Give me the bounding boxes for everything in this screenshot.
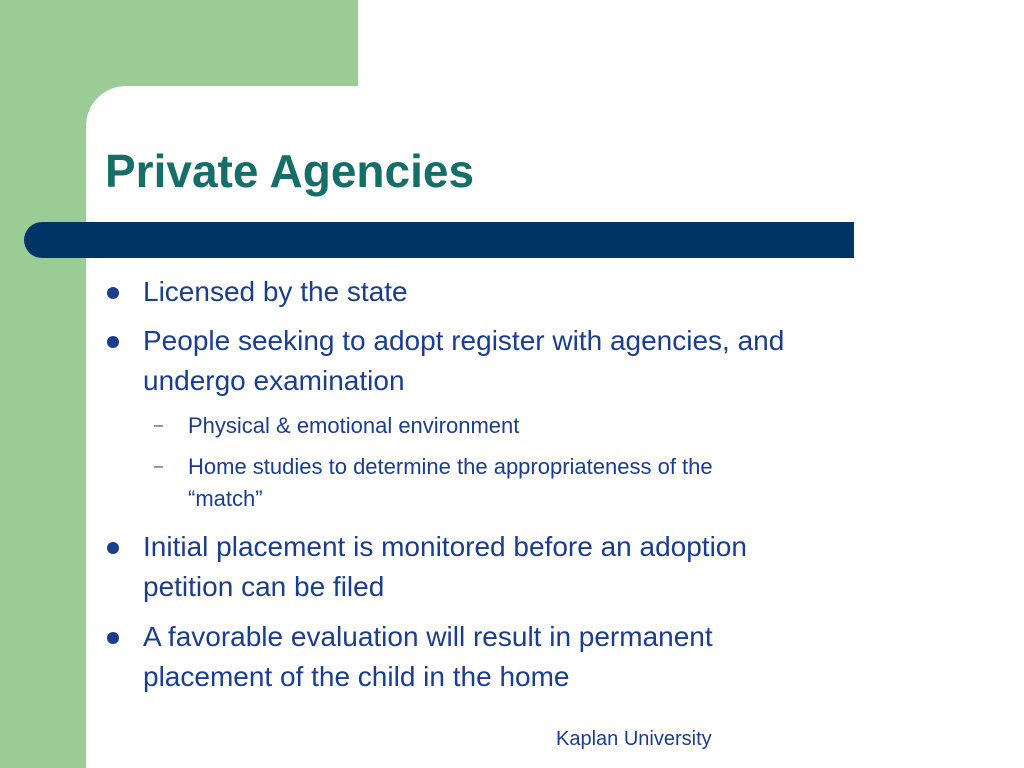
bullet-item (143, 272, 943, 312)
bullet-text: Licensed by the state (143, 276, 408, 307)
bullet-dot-icon (107, 632, 119, 644)
footer-institution: Kaplan University (556, 728, 712, 750)
bullet-text-line: undergo examination (143, 365, 405, 396)
sub-bullet-item (154, 410, 888, 442)
bullet-text-line: placement of the child in the home (143, 661, 570, 692)
bullet-dot-icon (107, 336, 119, 348)
bullet-text-line: Initial placement is monitored before an adoption (143, 531, 747, 562)
bullet-text-line: People seeking to adopt register with agencies, and (143, 325, 785, 356)
bullet-item (143, 321, 943, 401)
bullet-dot-icon (107, 542, 119, 554)
sub-bullet-item (154, 451, 888, 515)
dash-icon: – (154, 417, 163, 434)
slide-title: Private Agencies (105, 145, 475, 197)
sub-bullet-text-line: Home studies to determine the appropriateness of the (188, 454, 713, 479)
bullet-text-line: petition can be filed (143, 571, 385, 602)
bullet-dot-icon (107, 287, 119, 299)
bullet-text-line: A favorable evaluation will result in permanent (143, 621, 713, 652)
sub-bullet-text-line: “match” (188, 486, 263, 511)
bullet-item (143, 617, 943, 697)
bullet-item (143, 527, 943, 607)
dash-icon: – (154, 458, 163, 475)
sub-bullet-text: Physical & emotional environment (188, 413, 520, 438)
